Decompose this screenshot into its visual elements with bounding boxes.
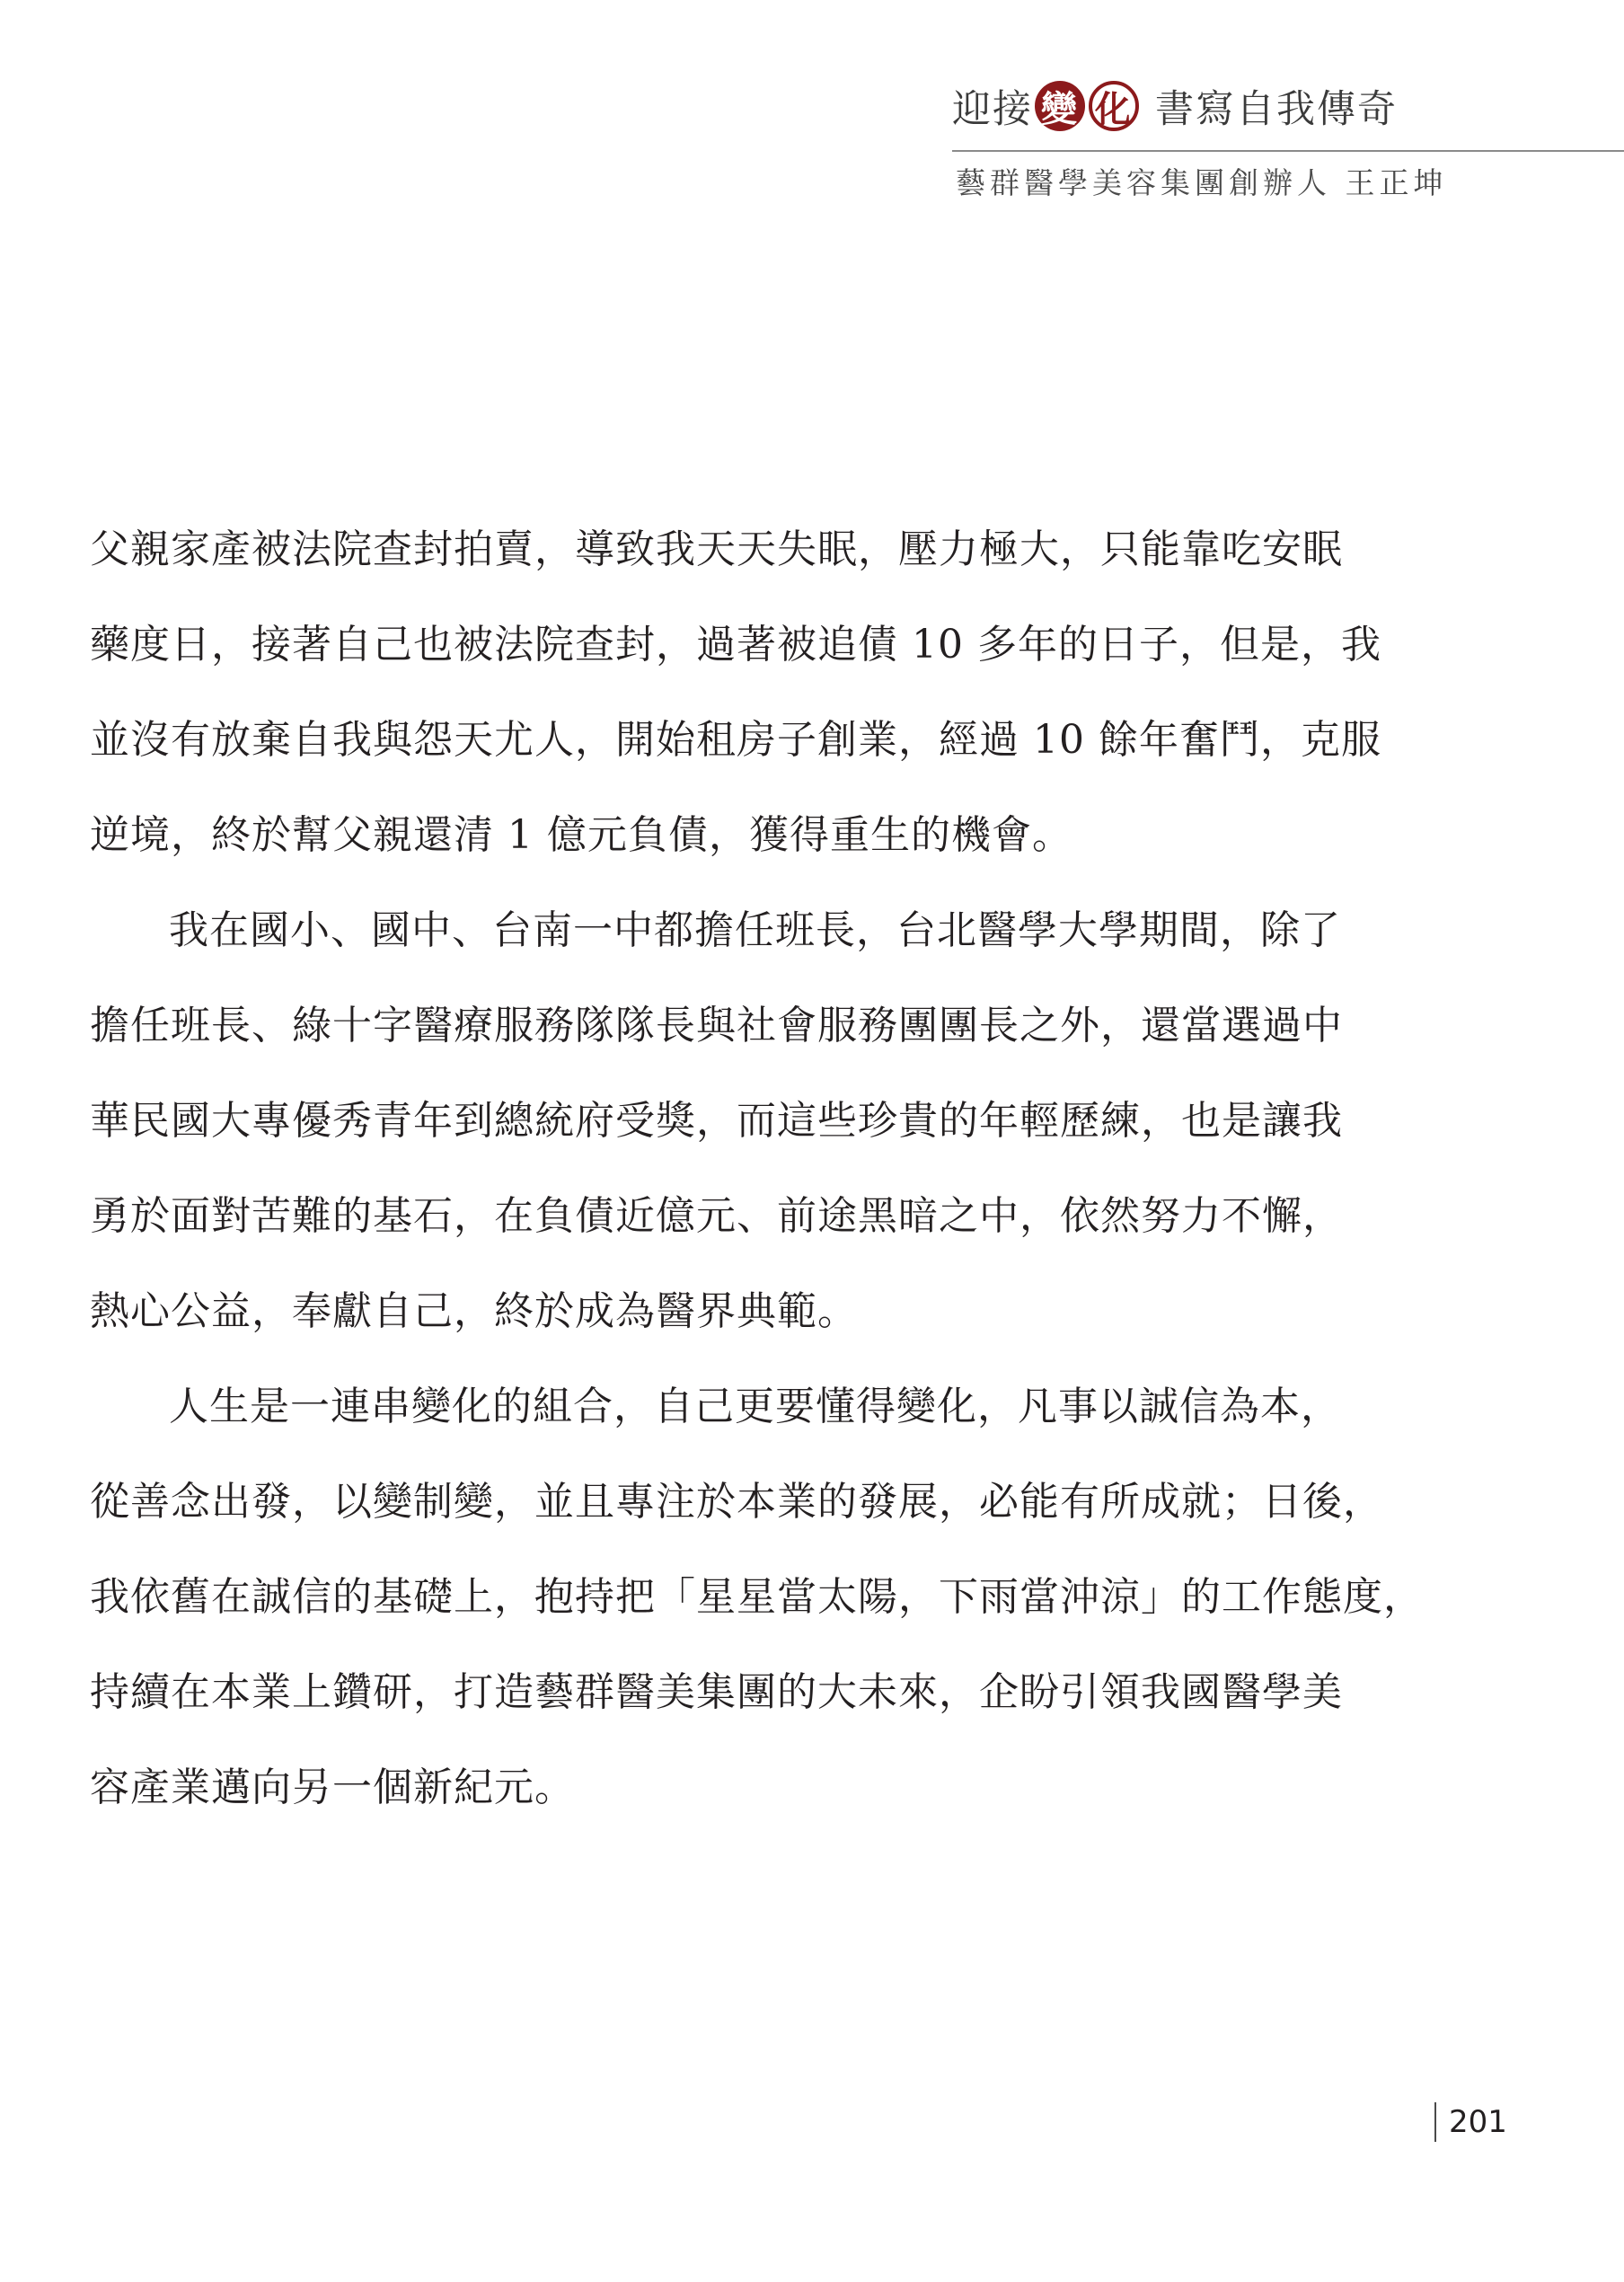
text-line: 逆境，終於幫父親還清 1 億元負債，獲得重生的機會。 — [90, 812, 1072, 858]
text-line: 並沒有放棄自我與怨天尤人，開始租房子創業，經過 10 餘年奮鬥，克服 — [90, 717, 1381, 763]
running-header — [952, 79, 1437, 133]
seal-char-bian: 變 — [1035, 81, 1085, 131]
text-line: 父親家產被法院查封拍賣，導致我天天失眠，壓力極大，只能靠吃安眠 — [90, 526, 1343, 572]
header-divider — [952, 150, 1624, 152]
text-line: 容產業邁向另一個新紀元。 — [90, 1765, 575, 1810]
text-line: 從善念出發，以變制變，並且專注於本業的發展，必能有所成就；日後， — [90, 1479, 1383, 1525]
text-line: 擔任班長、綠十字醫療服務隊隊長與社會服務團團長之外，還當選過中 — [90, 1003, 1343, 1048]
text-line: 我依舊在誠信的基礎上，抱持把「星星當太陽，下雨當沖涼」的工作態度， — [90, 1574, 1424, 1620]
book-title — [952, 79, 1398, 133]
page-number-block — [1434, 2102, 1507, 2142]
page-number-divider — [1434, 2102, 1436, 2142]
text-line: 勇於面對苦難的基石，在負債近億元、前途黑暗之中，依然努力不懈， — [90, 1193, 1343, 1239]
text-line: 熱心公益，奉獻自己，終於成為醫界典範。 — [90, 1288, 858, 1334]
text-line: 人生是一連串變化的組合，自己更要懂得變化，凡事以誠信為本， — [169, 1384, 1341, 1429]
text-line: 華民國大專優秀青年到總統府受獎，而這些珍貴的年輕歷練，也是讓我 — [90, 1098, 1343, 1144]
text-line: 持續在本業上鑽研，打造藝群醫美集團的大未來，企盼引領我國醫學美 — [90, 1669, 1343, 1715]
book-title-prefix: 迎接 — [952, 86, 1033, 132]
text-line: 藥度日，接著自己也被法院查封，過著被追債 10 多年的日子，但是，我 — [90, 622, 1381, 668]
seal-char-hua: 化 — [1089, 81, 1139, 131]
page-number: 201 — [1449, 2104, 1507, 2140]
book-title-suffix: 書寫自我傳奇 — [1155, 86, 1398, 132]
body-text — [90, 512, 1424, 1845]
text-line: 我在國小、國中、台南一中都擔任班長，台北醫學大學期間，除了 — [169, 907, 1341, 953]
author-subtitle: 藝群醫學美容集團創辦人 王正坤 — [956, 165, 1448, 200]
